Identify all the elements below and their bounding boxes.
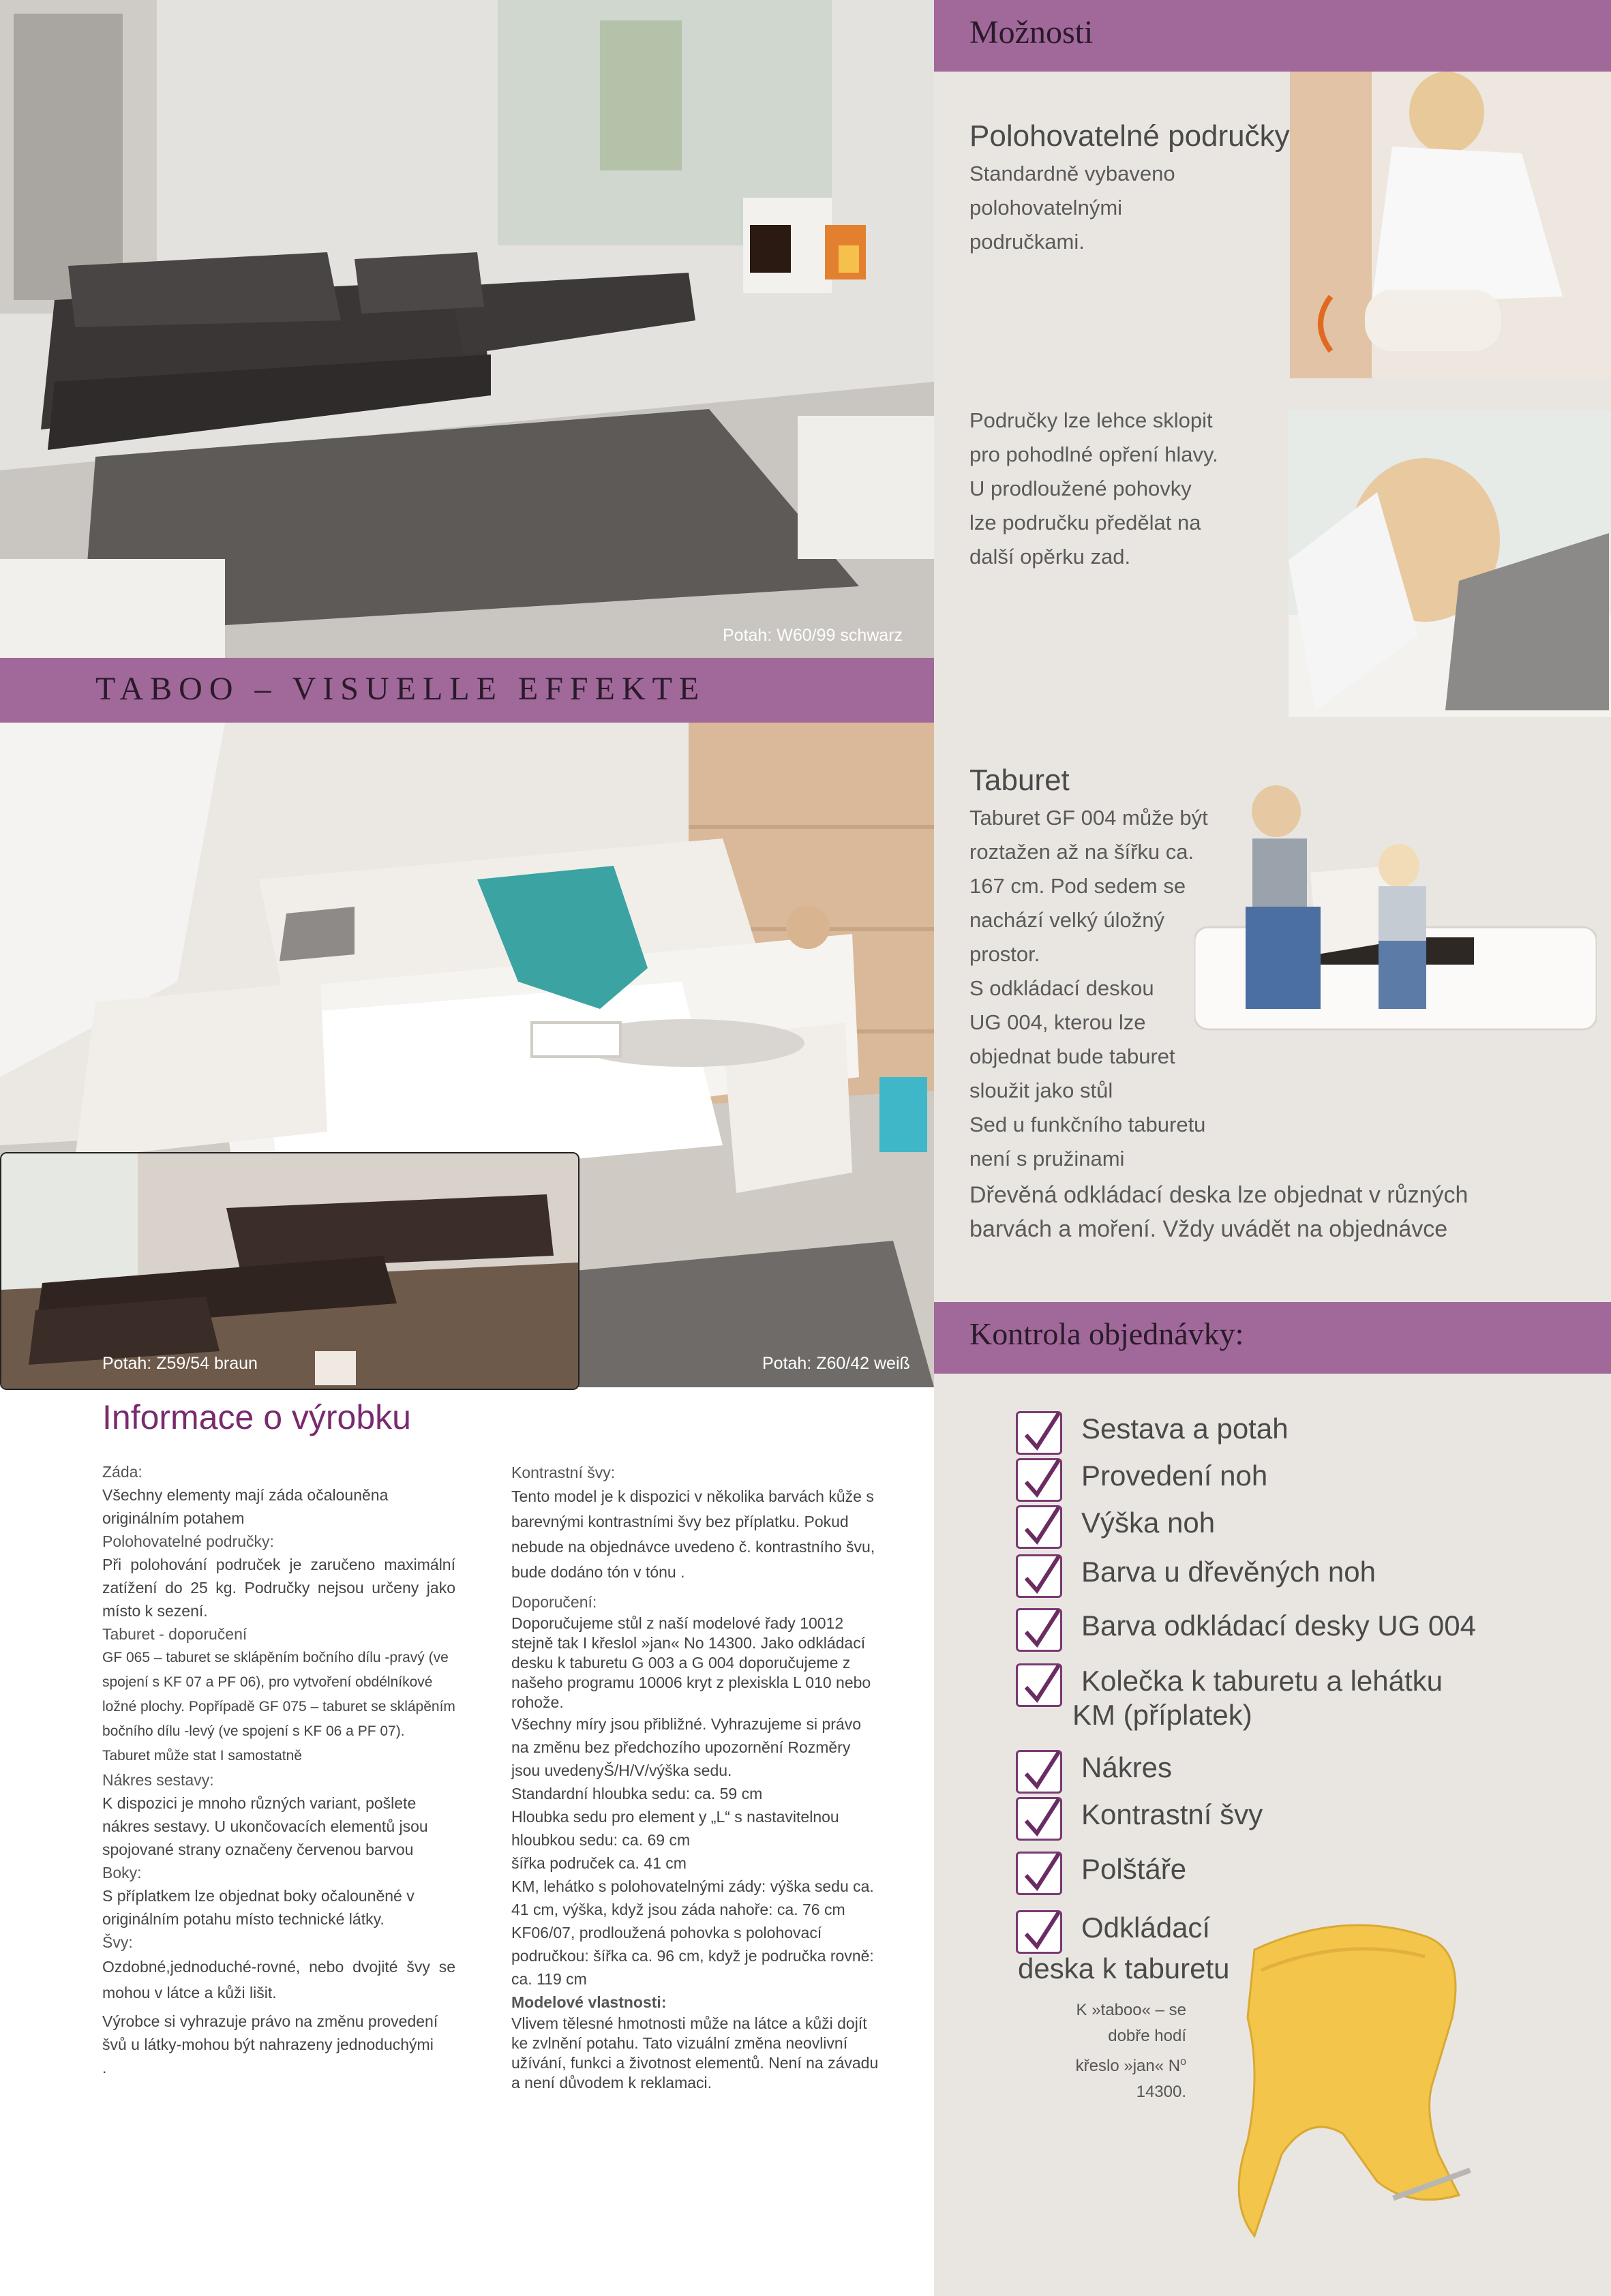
check-label: Sestava a potah — [1081, 1413, 1289, 1445]
stool-line: Taburet GF 004 může být — [969, 806, 1208, 830]
stool-kids-illustration — [1194, 784, 1597, 1070]
brown-sofa-illustration — [1, 1153, 578, 1389]
info-label: Nákres sestavy: — [102, 1771, 214, 1789]
chair-note — [1050, 1997, 1186, 2105]
stool-line: UG 004, kterou lze — [969, 1010, 1146, 1034]
armrests-text-2 — [969, 404, 1218, 574]
info-text: Všechny míry jsou přibližné. Vyhrazujeme si právo na změnu bez předchozího upozornění Rozměry jsou uvedenyŠ/H/V/výška sedu. — [511, 1715, 862, 1779]
brand-title: TABOO – VISUELLE EFFEKTE — [95, 671, 706, 707]
checkbox-checked-icon[interactable] — [1016, 1910, 1062, 1954]
armrests2-line: Područky lze lehce sklopit — [969, 408, 1213, 432]
checkbox-checked-icon[interactable] — [1016, 1608, 1062, 1652]
info-label: Švy: — [102, 1933, 133, 1951]
product-info-title: Informace o výrobku — [102, 1398, 411, 1436]
order-check-title: Kontrola objednávky: — [969, 1316, 1244, 1351]
info-text: Hloubka sedu pro element y „L“ s nastavitelnou hloubkou sedu: ca. 69 cm — [511, 1808, 839, 1849]
chair-note-line: dobře hodí — [1108, 2027, 1186, 2045]
info-left-column — [102, 1460, 455, 2079]
photo-caption-main: Potah: Z60/42 weiß — [762, 1354, 910, 1373]
stool2-line: barvách a moření. Vždy uvádět na objednávce — [969, 1216, 1448, 1242]
armrests2-line: pro pohodlné opření hlavy. — [969, 442, 1218, 466]
info-text: Tento model je k dispozici v několika barvách kůže s barevnými kontrastními švy bez příplatku. Pokud nebude na objednávce uvedeno č. kontrastního švu, bude dodáno tón v tónu . — [511, 1487, 875, 1581]
info-label: Taburet - doporučení — [102, 1625, 247, 1643]
armrests-title: Polohovatelné područky — [969, 119, 1290, 153]
armrests-text — [969, 157, 1175, 259]
check-label: Kolečka k taburetu a lehátku — [1081, 1665, 1443, 1697]
check-label: Nákres — [1081, 1751, 1173, 1783]
yellow-chair-photo — [1207, 1909, 1493, 2263]
info-label: Kontrastní švy: — [511, 1464, 616, 1481]
info-text: Při polohování područek je zaručeno maximální zatížení do 25 kg. Područky nejsou určeny jako místo k sezení. — [102, 1556, 455, 1620]
inset-photo-brown-sofa — [0, 1152, 579, 1390]
info-text: Všechny elementy mají záda očalouněna originálním potahem — [102, 1486, 389, 1527]
info-text: šířka područek ca. 41 cm — [511, 1854, 687, 1872]
info-text: Standardní hloubka sedu: ca. 59 cm — [511, 1785, 763, 1802]
woman-reclining-illustration — [1289, 410, 1611, 717]
stool-line: prostor. — [969, 942, 1040, 966]
info-text: Ozdobné,jednoduché-rovné, nebo dvojité švy se mohou v látce a kůži lišit. — [102, 1958, 455, 2002]
chair-note-line — [1050, 2049, 1186, 2079]
check-item[interactable] — [1016, 1411, 1289, 1455]
info-text: KM, lehátko s polohovatelnými zády: výška sedu ca. 41 cm, výška, když jsou záda nahoře: ca. 76 cm — [511, 1877, 874, 1918]
armrests2-line: U prodloužené pohovky — [969, 477, 1192, 500]
checkbox-checked-icon[interactable] — [1016, 1458, 1062, 1502]
chair-note-text: křeslo »jan« N — [1075, 2057, 1181, 2075]
armrests-line: polohovatelnými — [969, 196, 1123, 220]
check-label: Výška noh — [1081, 1507, 1216, 1539]
stool-line: sloužit jako stůl — [969, 1078, 1113, 1102]
woman-armrest-illustration — [1290, 72, 1611, 378]
chair-note-sup: o — [1180, 2056, 1186, 2068]
check-label: Odkládací — [1081, 1912, 1211, 1944]
chair-note-line: K »taboo« – se — [1076, 2001, 1186, 2019]
stool-line: 167 cm. Pod sedem se — [969, 874, 1186, 898]
stool-line: není s pružinami — [969, 1147, 1125, 1170]
checkbox-checked-icon[interactable] — [1016, 1750, 1062, 1794]
check-item[interactable] — [1016, 1750, 1172, 1794]
stool-text-2 — [969, 1178, 1468, 1246]
dark-sofa-illustration — [0, 0, 934, 658]
check-label: Barva u dřevěných noh — [1081, 1556, 1376, 1588]
info-text: Vlivem tělesné hmotnosti může na látce a kůži dojít ke zvlnění potahu. Tato vizuální změna neovlivní užívání, funkci a životnost elementů. Není na závadu a není důvodem k reklamaci. — [511, 2014, 879, 2091]
armrests-line: područkami. — [969, 230, 1085, 254]
stool-line: nachází velký úložný — [969, 908, 1165, 932]
info-label: Záda: — [102, 1463, 142, 1481]
stool-title: Taburet — [969, 764, 1070, 797]
yellow-chair-illustration — [1207, 1909, 1493, 2263]
check-item[interactable] — [1016, 1852, 1186, 1895]
stool2-line: Dřevěná odkládací deska lze objednat v různých — [969, 1182, 1469, 1208]
check-label: Polštáře — [1081, 1853, 1187, 1885]
stool-line: objednat bude taburet — [969, 1044, 1175, 1068]
checkbox-checked-icon[interactable] — [1016, 1852, 1062, 1895]
check-label-continued: KM (příplatek) — [1072, 1699, 1252, 1731]
info-text: . — [102, 2059, 107, 2076]
checkbox-checked-icon[interactable] — [1016, 1411, 1062, 1455]
info-text: K dispozici je mnoho různých variant, pošlete nákres sestavy. U ukončovacích elementů jsou spojované strany označeny červenou barvou — [102, 1794, 428, 1858]
info-text: KF06/07, prodloužená pohovka s polohovací područkou: šířka ca. 96 cm, když je područka rovně: ca. 119 cm — [511, 1924, 874, 1988]
check-item[interactable] — [1016, 1797, 1263, 1841]
info-label: Modelové vlastnosti: — [511, 1993, 667, 2011]
info-label: Boky: — [102, 1864, 142, 1882]
check-item[interactable] — [1016, 1554, 1376, 1598]
stool-kids-photo — [1194, 784, 1597, 1070]
options-title: Možnosti — [969, 14, 1094, 50]
check-item[interactable] — [1016, 1910, 1210, 1954]
info-right-column — [511, 1461, 879, 2093]
info-text: S příplatkem lze objednat boky očalouněné v originálním potahu místo technické látky. — [102, 1887, 415, 1928]
armrests2-line: lze područku předělat na — [969, 511, 1201, 534]
checkbox-checked-icon[interactable] — [1016, 1797, 1062, 1841]
check-item[interactable] — [1016, 1608, 1476, 1652]
armrest-adjust-photo — [1290, 72, 1611, 378]
check-label: Barva odkládací desky UG 004 — [1081, 1610, 1476, 1642]
info-label: Doporučení: — [511, 1593, 597, 1611]
check-item[interactable] — [1016, 1505, 1215, 1549]
check-item[interactable] — [1016, 1458, 1267, 1502]
info-text: Doporučujeme stůl z naší modelové řady 10012 stejně tak I křeslol »jan« No 14300. Jako odkládací desku k taburetu G 003 a G 004 doporučujeme z našeho programu 10006 kryt z plexiskla L 010 nebo rohože. — [511, 1614, 871, 1711]
armrests-line: Standardně vybaveno — [969, 162, 1175, 185]
info-text: GF 065 – taburet se sklápěním bočního dílu -pravý (ve spojení s KF 07 a PF 06), pro vytvoření obdélníkové ložné plochy. Popřípadě GF 075 – taburet se sklápěním bočního dílu -levý (ve spojení s KF 06 a PF 07). Taburet může stat I samostatně — [102, 1650, 455, 1764]
info-text: Výrobce si vyhrazuje právo na změnu provedení švů u látky-mohou být nahrazeny jednoduchými — [102, 2012, 438, 2053]
stool-line: Sed u funkčního taburetu — [969, 1113, 1206, 1136]
checkbox-checked-icon[interactable] — [1016, 1663, 1062, 1707]
check-label: Kontrastní švy — [1081, 1798, 1263, 1830]
photo-caption-top: Potah: W60/99 schwarz — [723, 626, 903, 645]
stool-text — [969, 801, 1208, 1176]
checkbox-checked-icon[interactable] — [1016, 1554, 1062, 1598]
headrest-photo — [1289, 410, 1611, 717]
info-label: Polohovatelné područky: — [102, 1532, 274, 1550]
stool-line: roztažen až na šířku ca. — [969, 840, 1194, 864]
photo-caption-small: Potah: Z59/54 braun — [102, 1354, 258, 1373]
armrests2-line: další opěrku zad. — [969, 545, 1131, 569]
check-label-continued: deska k taburetu — [1018, 1952, 1230, 1984]
stool-line: S odkládací deskou — [969, 976, 1154, 1000]
checkbox-checked-icon[interactable] — [1016, 1505, 1062, 1549]
living-room-photo-dark-sofa — [0, 0, 934, 658]
chair-note-line: 14300. — [1136, 2083, 1186, 2101]
check-label: Provedení noh — [1081, 1460, 1268, 1492]
